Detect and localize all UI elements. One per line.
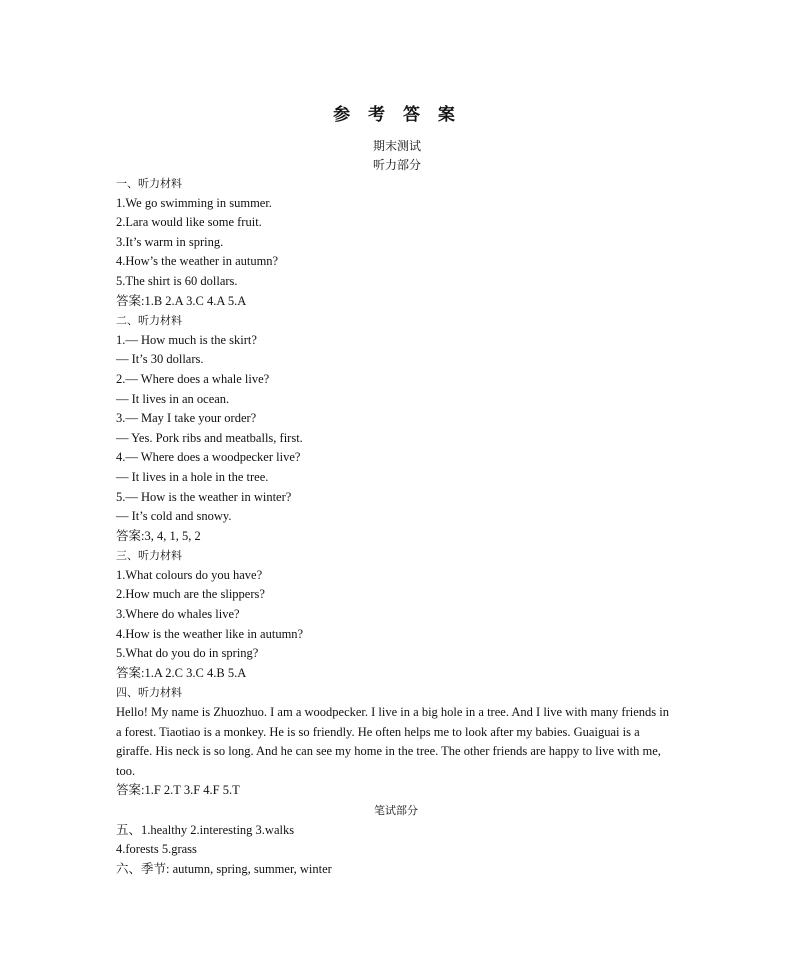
- answer-line: 5.— How is the weather in winter?: [116, 489, 292, 504]
- answer-line: 1.— How much is the skirt?: [116, 332, 257, 347]
- answer-line: 2.Lara would like some fruit.: [116, 215, 262, 230]
- section-header: 三、听力材料: [116, 549, 182, 563]
- listening-passage: Hello! My name is Zhuozhuo. I am a woodpecker. I live in a big hole in a tree. And I live with many friends in a forest. Tiaotiao is a monkey. He is so friendly. He often helps me to look after my babies. Guaiguai is a giraffe. His neck is so long. And he can see my home in the tree. The other friends are happy to live with me, too.: [116, 705, 669, 778]
- answer-line: 1.What colours do you have?: [116, 567, 263, 582]
- answer-line: 2.— Where does a whale live?: [116, 371, 270, 386]
- section4-answer: 答案:1.F 2.T 3.F 4.F 5.T: [116, 783, 240, 798]
- answer-line: — It’s 30 dollars.: [116, 352, 204, 367]
- answer-line: — It’s cold and snowy.: [116, 509, 232, 524]
- answer-line: 3.It’s warm in spring.: [116, 234, 224, 249]
- section-header: 一、听力材料: [116, 177, 182, 190]
- answer-line: 3.Where do whales live?: [116, 607, 240, 622]
- answer-line: 2.How much are the slippers?: [116, 587, 265, 602]
- answer-line: 4.How is the weather like in autumn?: [116, 626, 304, 641]
- answer-line: — Yes. Pork ribs and meatballs, first.: [116, 430, 303, 445]
- page-title: 参 考 答 案: [333, 105, 461, 125]
- exam-subtitle: 期末测试: [372, 139, 421, 153]
- section6-line: 六、季节: autumn, spring, summer, winter: [116, 861, 332, 876]
- section5-line2: 4.forests 5.grass: [116, 842, 197, 857]
- listening-section-header: 听力部分: [372, 158, 421, 172]
- answer-line: 3.— May I take your order?: [116, 411, 257, 426]
- answer-lines: [116, 174, 676, 703]
- answer-line: 5.The shirt is 60 dollars.: [116, 273, 238, 288]
- answer-line: 1.We go swimming in summer.: [116, 195, 272, 210]
- answer-line: 答案:1.B 2.A 3.C 4.A 5.A: [116, 293, 247, 308]
- answer-line: 4.— Where does a woodpecker live?: [116, 450, 301, 465]
- section5-line1: 五、1.healthy 2.interesting 3.walks: [116, 822, 295, 837]
- answer-line: 答案:3, 4, 1, 5, 2: [116, 528, 201, 543]
- section-header: 二、听力材料: [116, 314, 182, 328]
- answer-line: 5.What do you do in spring?: [116, 646, 259, 661]
- answer-line: — It lives in an ocean.: [116, 391, 230, 406]
- answer-line: 4.How’s the weather in autumn?: [116, 254, 279, 269]
- answer-line: — It lives in a hole in the tree.: [116, 469, 269, 484]
- answer-content: [116, 174, 676, 879]
- answer-line: 答案:1.A 2.C 3.C 4.B 5.A: [116, 665, 247, 680]
- written-section-header: 笔试部分: [374, 804, 418, 817]
- section-header: 四、听力材料: [116, 686, 182, 700]
